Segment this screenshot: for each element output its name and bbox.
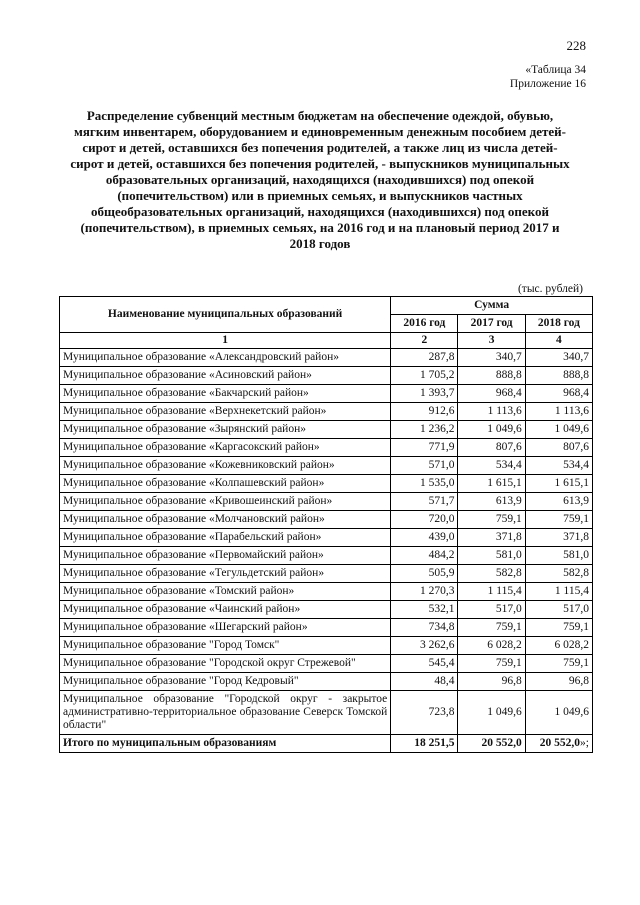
total-label: Итого по муниципальным образованиям xyxy=(60,735,391,753)
value-2017: 1 049,6 xyxy=(458,691,525,735)
column-header-2018: 2018 год xyxy=(525,315,592,333)
value-2016: 720,0 xyxy=(391,511,458,529)
value-2018: 1 115,4 xyxy=(525,583,592,601)
table-row xyxy=(60,637,593,655)
value-2017: 888,8 xyxy=(458,367,525,385)
column-header-name: Наименование муниципальных образований xyxy=(60,297,391,333)
value-2018: 96,8 xyxy=(525,673,592,691)
municipality-name: Муниципальное образование «Асиновский район» xyxy=(60,367,391,385)
units-label: (тыс. рублей) xyxy=(517,283,583,295)
table-row xyxy=(60,403,593,421)
value-2018: 1 113,6 xyxy=(525,403,592,421)
table-row xyxy=(60,493,593,511)
table-row xyxy=(60,457,593,475)
total-row xyxy=(60,735,593,753)
table-row xyxy=(60,385,593,403)
total-2016: 18 251,5 xyxy=(391,735,458,753)
value-2016: 287,8 xyxy=(391,349,458,367)
value-2018: 371,8 xyxy=(525,529,592,547)
value-2018: 968,4 xyxy=(525,385,592,403)
value-2017: 96,8 xyxy=(458,673,525,691)
table-row xyxy=(60,475,593,493)
appendix-reference: Приложение 16 xyxy=(509,78,586,90)
municipality-name: Муниципальное образование "Город Кедровый" xyxy=(60,673,391,691)
table-row xyxy=(60,583,593,601)
municipality-name: Муниципальное образование "Город Томск" xyxy=(60,637,391,655)
total-2017: 20 552,0 xyxy=(458,735,525,753)
value-2017: 517,0 xyxy=(458,601,525,619)
municipality-name: Муниципальное образование «Шегарский район» xyxy=(60,619,391,637)
value-2016: 532,1 xyxy=(391,601,458,619)
value-2017: 759,1 xyxy=(458,655,525,673)
value-2017: 613,9 xyxy=(458,493,525,511)
value-2017: 340,7 xyxy=(458,349,525,367)
value-2018: 340,7 xyxy=(525,349,592,367)
municipality-name: Муниципальное образование «Парабельский район» xyxy=(60,529,391,547)
value-2018: 6 028,2 xyxy=(525,637,592,655)
total-2018-cell xyxy=(525,735,592,753)
municipality-name: Муниципальное образование «Кожевниковский район» xyxy=(60,457,391,475)
value-2016: 912,6 xyxy=(391,403,458,421)
municipality-name: Муниципальное образование «Кривошеинский район» xyxy=(60,493,391,511)
value-2016: 1 236,2 xyxy=(391,421,458,439)
value-2017: 807,6 xyxy=(458,439,525,457)
value-2016: 48,4 xyxy=(391,673,458,691)
municipality-name: Муниципальное образование «Молчановский район» xyxy=(60,511,391,529)
document-title: Распределение субвенций местным бюджетам на обеспечение одеждой, обувью, мягким инвентарем, оборудованием и единовременным денежным пособием детей-сирот и детей, оставшихся без попечения родителей, а также лиц из числа детей-сирот и детей, оставшихся без попечения родителей, - выпускников муниципальных образовательных организаций, находящихся (находившихся) под опекой (попечительством) или в приемных семьях, и выпускников частных общеобразовательных организаций, находящихся (находившихся) под опекой (попечительством), в приемных семьях, на 2016 год и на плановый период 2017 и 2018 годов xyxy=(70,108,570,251)
annex-reference xyxy=(510,63,586,91)
municipality-name: Муниципальное образование «Бакчарский район» xyxy=(60,385,391,403)
value-2016: 1 705,2 xyxy=(391,367,458,385)
table-row xyxy=(60,691,593,735)
value-2018: 888,8 xyxy=(525,367,592,385)
table-row xyxy=(60,547,593,565)
value-2017: 6 028,2 xyxy=(458,637,525,655)
value-2017: 582,8 xyxy=(458,565,525,583)
value-2017: 759,1 xyxy=(458,619,525,637)
total-2018: 20 552,0 xyxy=(539,737,581,749)
value-2018: 759,1 xyxy=(525,619,592,637)
page-number: 228 xyxy=(566,38,586,53)
value-2018: 1 049,6 xyxy=(525,421,592,439)
closing-quote: »; xyxy=(580,737,589,749)
value-2018: 581,0 xyxy=(525,547,592,565)
column-numbers-row xyxy=(60,333,593,349)
table-row xyxy=(60,511,593,529)
column-header-2017: 2017 год xyxy=(458,315,525,333)
value-2017: 1 049,6 xyxy=(458,421,525,439)
column-header-sum: Сумма xyxy=(391,297,593,315)
value-2016: 545,4 xyxy=(391,655,458,673)
table-row xyxy=(60,655,593,673)
value-2018: 807,6 xyxy=(525,439,592,457)
value-2016: 771,9 xyxy=(391,439,458,457)
column-header-2016: 2016 год xyxy=(391,315,458,333)
value-2017: 1 113,6 xyxy=(458,403,525,421)
table-row xyxy=(60,565,593,583)
column-number: 3 xyxy=(458,333,525,349)
value-2016: 1 393,7 xyxy=(391,385,458,403)
value-2018: 517,0 xyxy=(525,601,592,619)
value-2016: 571,0 xyxy=(391,457,458,475)
value-2016: 439,0 xyxy=(391,529,458,547)
value-2016: 1 535,0 xyxy=(391,475,458,493)
municipality-name: Муниципальное образование "Городской округ Стрежевой" xyxy=(60,655,391,673)
municipality-name: Муниципальное образование «Зырянский район» xyxy=(60,421,391,439)
value-2017: 1 115,4 xyxy=(458,583,525,601)
municipality-name: Муниципальное образование «Томский район» xyxy=(60,583,391,601)
value-2018: 534,4 xyxy=(525,457,592,475)
table-row xyxy=(60,673,593,691)
municipality-name: Муниципальное образование "Городской округ - закрытое административно-территориальное образование Северск Томской области" xyxy=(60,691,391,735)
value-2017: 1 615,1 xyxy=(458,475,525,493)
value-2017: 534,4 xyxy=(458,457,525,475)
value-2017: 371,8 xyxy=(458,529,525,547)
table-reference: «Таблица 34 xyxy=(525,64,586,76)
municipality-name: Муниципальное образование «Верхнекетский район» xyxy=(60,403,391,421)
value-2016: 3 262,6 xyxy=(391,637,458,655)
value-2016: 723,8 xyxy=(391,691,458,735)
column-number: 2 xyxy=(391,333,458,349)
value-2016: 505,9 xyxy=(391,565,458,583)
table-row xyxy=(60,349,593,367)
municipality-name: Муниципальное образование «Первомайский район» xyxy=(60,547,391,565)
value-2017: 759,1 xyxy=(458,511,525,529)
municipality-name: Муниципальное образование «Александровский район» xyxy=(60,349,391,367)
value-2018: 613,9 xyxy=(525,493,592,511)
table-row xyxy=(60,601,593,619)
value-2017: 581,0 xyxy=(458,547,525,565)
value-2016: 571,7 xyxy=(391,493,458,511)
value-2018: 759,1 xyxy=(525,511,592,529)
table-row xyxy=(60,439,593,457)
municipality-name: Муниципальное образование «Колпашевский район» xyxy=(60,475,391,493)
subvention-table xyxy=(59,296,593,753)
column-number: 4 xyxy=(525,333,592,349)
value-2018: 1 615,1 xyxy=(525,475,592,493)
value-2018: 759,1 xyxy=(525,655,592,673)
value-2017: 968,4 xyxy=(458,385,525,403)
value-2018: 1 049,6 xyxy=(525,691,592,735)
table-row xyxy=(60,367,593,385)
value-2016: 1 270,3 xyxy=(391,583,458,601)
value-2016: 484,2 xyxy=(391,547,458,565)
table-row xyxy=(60,529,593,547)
value-2016: 734,8 xyxy=(391,619,458,637)
municipality-name: Муниципальное образование «Каргасокский район» xyxy=(60,439,391,457)
table-row xyxy=(60,421,593,439)
table-row xyxy=(60,619,593,637)
municipality-name: Муниципальное образование «Тегульдетский район» xyxy=(60,565,391,583)
municipality-name: Муниципальное образование «Чаинский район» xyxy=(60,601,391,619)
value-2018: 582,8 xyxy=(525,565,592,583)
column-number: 1 xyxy=(60,333,391,349)
